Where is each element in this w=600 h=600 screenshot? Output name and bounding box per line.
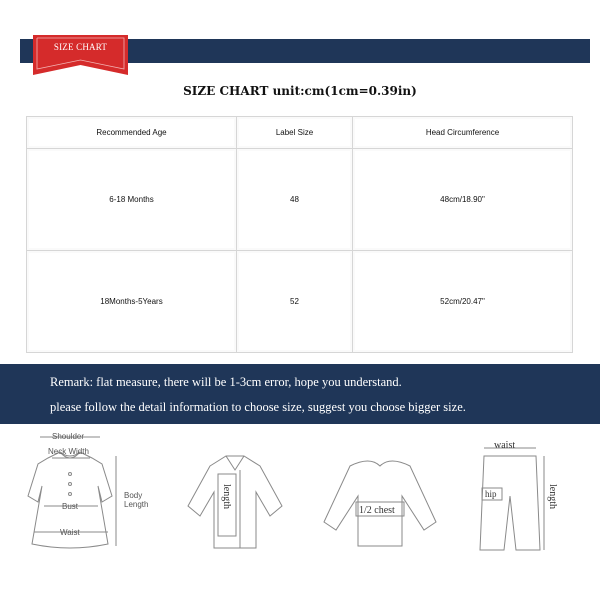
column-header-age: Recommended Age [27,117,237,149]
waist-label: Waist [60,528,80,537]
size-chart-badge-label: SIZE CHART [53,42,108,52]
sweater-diagram [324,461,436,546]
sweater-outline [324,461,436,546]
column-header-label-size: Label Size [237,117,353,149]
ribbon-shape [33,35,128,75]
chart-title: SIZE CHART unit:cm(1cm=0.39in) [183,84,417,98]
cell-head-circumference: 52cm/20.47" [353,251,573,353]
table-row [27,251,573,353]
shoulder-label: Shoulder [52,432,85,441]
cell-age: 6-18 Months [27,149,237,251]
cell-label-size: 48 [237,149,353,251]
shirt-length-label: length [221,484,232,509]
neck-width-label: Neck Width [48,447,89,456]
cell-age: 18Months-5Years [27,251,237,353]
shirt-diagram [188,456,282,548]
sweater-chest-label: 1/2 chest [359,505,395,516]
remark-line-2: please follow the detail information to choose size, suggest you choose bigger size. [50,400,466,414]
pants-outline [480,456,540,550]
table-header-row [27,117,573,149]
pants-diagram [480,448,544,550]
body-length-label: Body Length [124,491,149,509]
pants-hip-label: hip [485,489,497,499]
size-table [26,116,573,353]
cell-head-circumference: 48cm/18.90" [353,149,573,251]
dress-button [69,493,72,496]
cell-label-size: 52 [237,251,353,353]
measurement-illustrations [0,426,600,600]
bust-label: Bust [62,502,79,511]
dress-button [69,473,72,476]
remark-band [0,364,600,424]
pants-waist-label: waist [494,440,516,451]
pants-length-label: length [547,484,558,509]
remark-line-1: Remark: flat measure, there will be 1-3cm error, hope you understand. [50,375,402,389]
column-header-head-circumference: Head Circumference [353,117,573,149]
dress-button [69,483,72,486]
shirt-collar [226,456,244,470]
table-row [27,149,573,251]
